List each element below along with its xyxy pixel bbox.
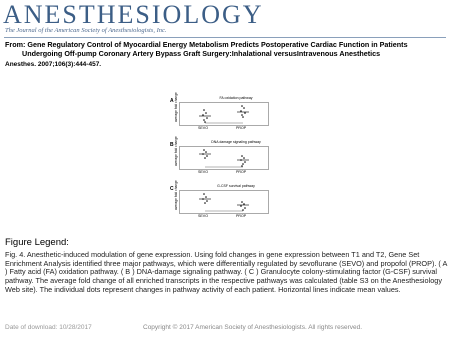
copyright-notice: Copyright © 2017 American Society of Anesthesiologists. All rights reserved. (143, 324, 363, 331)
xlabel-prop: PROP (236, 170, 247, 174)
panel-plot (179, 146, 269, 170)
xlabel-sevo: SEVO (198, 126, 208, 130)
figure-legend-text: Fig. 4. Anesthetic-induced modulation of gene expression. Using fold changes in gene expression between T1 and T2, Gene Set Enrichment Analysis identified three major pathways, which were differentially regulated by sevoflurane (SEVO) and propofol (PROP). ( A ) Fatty acid (FA) oxidation pathway. ( B ) DNA-damage signaling pathway. ( C ) Granulocyte colony-stimulating factor (G-CSF) survival pathway. The average fold change of all enriched transcripts in the respective pathways was calculated (table S3 on the Anesthesiology Web site). The individual dots represent changes in pathway activity of each patient. Horizontal lines indicate mean values. (5, 250, 447, 294)
article-title-line2: Undergoing Off-pump Coronary Artery Bypass Graft Surgery:Inhalational versusIntravenous Anesthetics (22, 49, 381, 58)
journal-banner (0, 0, 450, 38)
panel-title: DNA damage signaling pathway (211, 140, 261, 144)
figure-panel-a (170, 92, 278, 138)
panel-plot (179, 190, 269, 214)
article-title-line1: From: Gene Regulatory Control of Myocardial Energy Metabolism Predicts Postoperative Cardiac Function in Patients (5, 40, 408, 49)
banner-divider (4, 37, 446, 38)
panel-ylabel: average fold change (174, 180, 178, 210)
xlabel-prop: PROP (236, 126, 247, 130)
panel-ylabel: average fold change (174, 136, 178, 166)
panel-letter: A (170, 98, 174, 104)
panel-letter: B (170, 142, 174, 148)
figure-image (170, 92, 278, 226)
article-title (5, 40, 445, 58)
figure-panel-c (170, 180, 278, 226)
download-date: Date of download: 10/28/2017 (5, 324, 92, 331)
article-citation: Anesthes. 2007;106(3):444-457. (5, 61, 102, 68)
journal-subtitle: The Journal of the American Society of Anesthesiologists, Inc. (5, 27, 167, 34)
figure-panel-b (170, 136, 278, 182)
xlabel-prop: PROP (236, 214, 247, 218)
panel-letter: C (170, 186, 174, 192)
panel-plot (179, 102, 269, 126)
figure-legend-heading: Figure Legend: (5, 237, 69, 248)
page-footer (0, 324, 450, 338)
journal-name: ANESTHESIOLOGY (3, 0, 264, 29)
xlabel-sevo: SEVO (198, 214, 208, 218)
panel-title: G-CSF survival pathway (217, 184, 255, 188)
xlabel-sevo: SEVO (198, 170, 208, 174)
panel-title: FA oxidation pathway (219, 96, 253, 100)
panel-ylabel: average fold change (174, 92, 178, 122)
